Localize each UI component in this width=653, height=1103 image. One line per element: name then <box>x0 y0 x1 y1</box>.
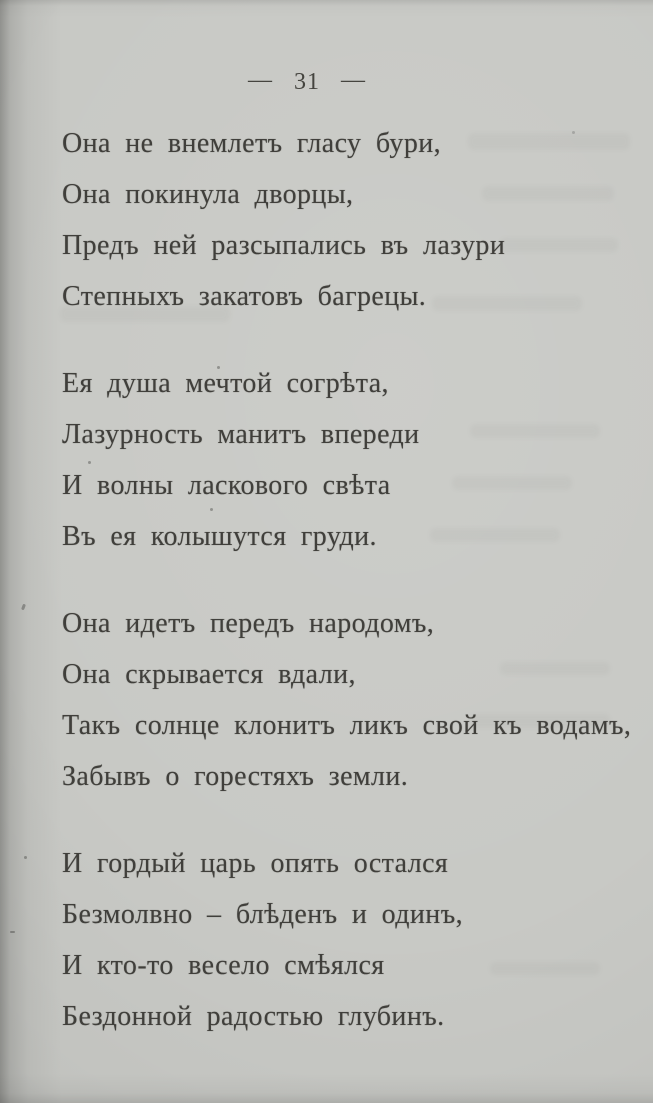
poem-line: Такъ солнце клонитъ ликъ свой къ водамъ, <box>62 710 632 741</box>
poem-line: Предъ ней разсыпались въ лазури <box>62 230 506 261</box>
poem-line: Забывъ о горестяхъ земли. <box>62 761 409 792</box>
poem-line: Она покинула дворцы, <box>62 179 354 210</box>
poem-line: И гордый царь опять остался <box>62 848 449 879</box>
poem-line: Безмолвно – блѣденъ и одинъ, <box>62 899 463 930</box>
poem-line: Она скрывается вдали, <box>62 659 356 690</box>
stanza-3 <box>62 598 637 802</box>
poem-line: Ея душа мечтой согрѣта, <box>62 368 389 399</box>
poem-line: Лазурность манитъ впереди <box>62 419 420 450</box>
poem-line: Въ ея колышутся груди. <box>62 521 377 552</box>
poem-text <box>62 118 637 1042</box>
poem-line: Она идетъ передъ народомъ, <box>62 608 435 639</box>
stanza-2 <box>62 358 637 562</box>
stanza-1 <box>62 118 637 322</box>
poem-line: Степныхъ закатовъ багрецы. <box>62 281 427 312</box>
paper-speck <box>24 856 27 859</box>
header-dash-left: — <box>248 66 273 93</box>
poem-line: И кто-то весело смѣялся <box>62 950 385 981</box>
page-number: 31 <box>294 68 320 95</box>
poem-line: Она не внемлетъ гласу бури, <box>62 128 441 159</box>
paper-speck <box>21 604 26 611</box>
poem-line: Бездонной радостью глубинъ. <box>62 1001 445 1032</box>
page-header <box>62 66 552 98</box>
stanza-4 <box>62 838 637 1042</box>
poem-line: И волны ласкового свѣта <box>62 470 391 501</box>
paper-speck <box>10 931 15 933</box>
header-dash-right: — <box>341 66 366 93</box>
